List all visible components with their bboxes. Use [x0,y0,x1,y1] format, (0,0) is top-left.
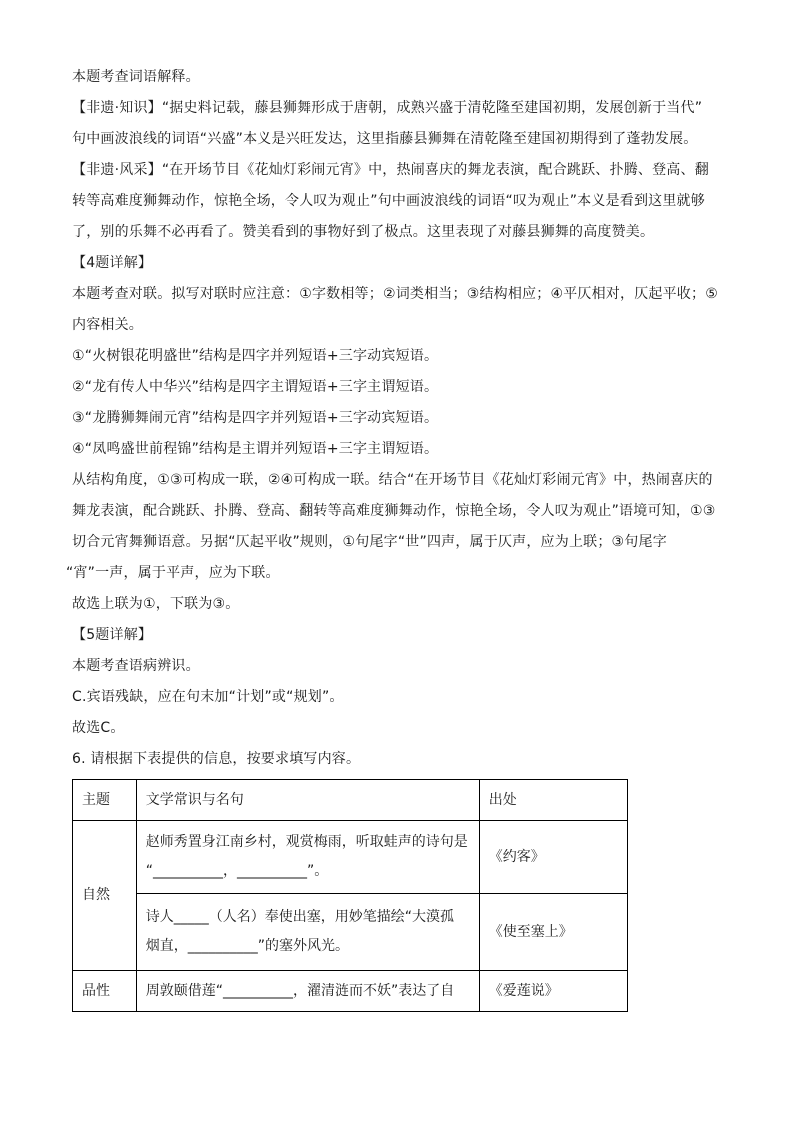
table-header-cell: 文学常识与名句 [136,780,479,821]
paragraph-line: ③“龙腾狮舞闹元宵”结构是四字并列短语+三字动宾短语。 [72,410,439,426]
cell-line: “__________，__________”。 [145,863,329,879]
paragraph-line: ②“龙有传人中华兴”结构是四字主谓短语+三字主谓短语。 [72,379,439,395]
content-cell [136,971,479,1012]
source-cell: 《约客》 [479,821,627,894]
topic-cell: 品性 [73,971,137,1012]
paragraph-line: 【非遗·风采】“在开场节目《花灿灯彩闹元宵》中，热闹喜庆的舞龙表演，配合跳跃、扑腾、登高、翻 [72,162,709,178]
cell-line: 烟直，__________”的塞外风光。 [145,938,350,954]
table-row [73,894,628,971]
paragraph-line: C.宾语残缺，应在句末加“计划”或“规划”。 [72,689,344,705]
info-table [72,779,628,1012]
paragraph-line: 本题考查词语解释。 [72,69,200,85]
paragraph-line: 本题考查对联。拟写对联时应注意：①字数相等；②词类相当；③结构相应；④平仄相对，仄起平收；⑤ [72,286,718,302]
table-row [73,821,628,894]
table-header-cell: 出处 [479,780,627,821]
table-row [73,971,628,1012]
topic-cell: 自然 [73,821,137,971]
paragraph-line: 切合元宵舞狮语意。另据“仄起平收”规则，①句尾字“世”四声，属于仄声，应为上联；③句尾字 [72,534,667,550]
cell-line: 周敦颐借莲“__________，濯清涟而不妖”表达了自 [145,982,455,999]
content-cell [136,894,479,971]
paragraph-line: 了，别的乐舞不必再看了。赞美看到的事物好到了极点。这里表现了对藤县狮舞的高度赞美。 [72,224,655,240]
paragraph-line: 句中画波浪线的词语“兴盛”本义是兴旺发达，这里指藤县狮舞在清乾隆至建国初期得到了蓬勃发展。 [72,131,698,147]
paragraph-line: “宵”一声，属于平声，应为下联。 [66,565,280,581]
paragraph-line: 故选上联为①，下联为③。 [72,596,240,612]
paragraph-line: ④“凤鸣盛世前程锦”结构是主谓并列短语+三字主谓短语。 [72,441,439,457]
paragraph-line: 转等高难度狮舞动作，惊艳全场，令人叹为观止”句中画波浪线的词语“叹为观止”本义是看到这里就够 [72,193,705,209]
content-cell [136,821,479,894]
paragraph-line: 故选C。 [72,720,125,736]
paragraph-line: 【非遗·知识】“据史料记载，藤县狮舞形成于唐朝，成熟兴盛于清乾隆至建国初期，发展创新于当代” [72,100,703,116]
question-prompt: 6. 请根据下表提供的信息，按要求填写内容。 [72,751,361,767]
table-header-row [73,780,628,821]
paragraph-line: 内容相关。 [72,317,143,333]
paragraph-line: 从结构角度，①③可构成一联，②④可构成一联。结合“在开场节目《花灿灯彩闹元宵》中，热闹喜庆的 [72,472,713,488]
cell-line: 赵师秀置身江南乡村，观赏梅雨，听取蛙声的诗句是 [145,834,468,850]
table-header-cell: 主题 [73,780,137,821]
cell-line: 诗人_____（人名）奉使出塞，用妙笔描绘“大漠孤 [145,909,455,925]
paragraph-line: 本题考查语病辨识。 [72,658,200,674]
paragraph-line: ①“火树银花明盛世”结构是四字并列短语+三字动宾短语。 [72,348,439,364]
source-cell: 《使至塞上》 [479,894,627,971]
source-cell: 《爱莲说》 [479,971,627,1012]
paragraph-line: 舞龙表演，配合跳跃、扑腾、登高、翻转等高难度狮舞动作，惊艳全场，令人叹为观止”语境可知，①③ [72,503,716,519]
section-heading: 【5题详解】 [72,627,153,643]
section-heading: 【4题详解】 [72,255,153,271]
document-page [66,62,732,1012]
